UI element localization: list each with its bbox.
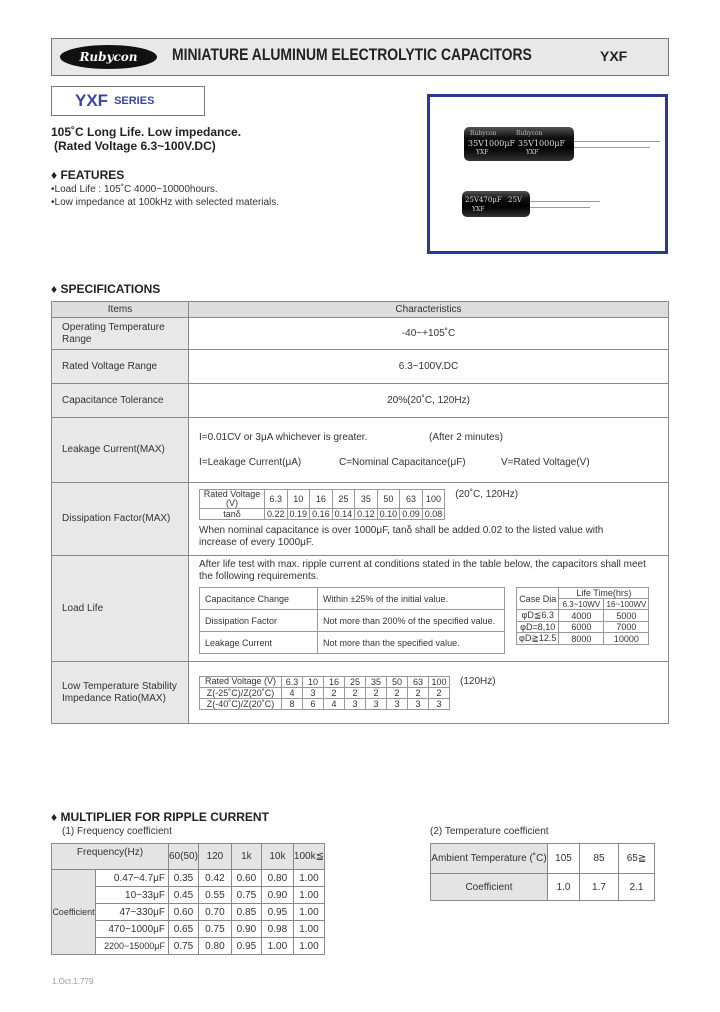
temperature-coef-title: (2) Temperature coefficient bbox=[430, 826, 549, 837]
specifications-title: ♦ SPECIFICATIONS bbox=[51, 282, 161, 296]
dissipation-note: When nominal capacitance is over 1000μF, tanδ shall be added 0.02 to the listed value with increase of every 1000μF. bbox=[199, 525, 604, 548]
ratio-cell: 4 bbox=[324, 698, 345, 709]
life-cell: 5000 bbox=[604, 610, 649, 622]
feature-item: •Low impedance at 100kHz with selected materials. bbox=[51, 197, 280, 208]
cap-range: 47~330μF bbox=[96, 904, 169, 921]
lead-wire bbox=[530, 201, 600, 202]
ripple-title: ♦ MULTIPLIER FOR RIPPLE CURRENT bbox=[51, 810, 269, 824]
row-label: Load Life bbox=[52, 556, 189, 662]
coef-cell: 0.95 bbox=[261, 904, 293, 921]
impedance-ratio-label: Z(-40˚C)/Z(20˚C) bbox=[200, 698, 282, 709]
voltage-cell: 10 bbox=[303, 676, 324, 687]
ratio-cell: 8 bbox=[282, 698, 303, 709]
freq-cell: 1k bbox=[231, 844, 261, 870]
voltage-cell: 6.3 bbox=[265, 490, 288, 509]
legend-v: V=Rated Voltage(V) bbox=[501, 457, 590, 468]
temperature-coefficient-table bbox=[430, 843, 655, 901]
capacitor-large: Rubycon Rubycon 35V1000μF 35V1000μF YXF YXF bbox=[464, 127, 574, 161]
req-value: Not more than 200% of the specified value. bbox=[318, 610, 505, 632]
voltage-cell: 10 bbox=[287, 490, 310, 509]
feature-item: •Load Life : 105˚C 4000~10000hours. bbox=[51, 184, 218, 195]
cap-range: 10~33μF bbox=[96, 887, 169, 904]
series-name: YXF bbox=[75, 91, 109, 110]
temp-coef-cell: 1.0 bbox=[548, 874, 580, 901]
cap-marking: 25V470μF bbox=[465, 196, 502, 204]
dia-cell: φD≧12.5 bbox=[517, 633, 559, 645]
dissipation-condition: (20˚C, 120Hz) bbox=[455, 489, 519, 500]
cap-tolerance-value: 20%(20˚C, 120Hz) bbox=[189, 384, 669, 418]
headline bbox=[51, 125, 241, 153]
life-cell: 10000 bbox=[604, 633, 649, 645]
coef-cell: 0.45 bbox=[169, 887, 199, 904]
coef-cell: 1.00 bbox=[293, 921, 324, 938]
rv-low-header: 6.3~10WV bbox=[559, 599, 604, 610]
low-temp-condition: (120Hz) bbox=[460, 675, 496, 687]
freq-cell: 10k bbox=[261, 844, 293, 870]
capacitor-small bbox=[462, 191, 530, 217]
series-label: SERIES bbox=[114, 95, 155, 107]
tan-cell: 0.19 bbox=[287, 509, 310, 520]
req-item: Capacitance Change bbox=[200, 588, 318, 610]
series-box bbox=[51, 86, 205, 116]
temp-cell: 85 bbox=[580, 844, 619, 874]
row-label: Operating Temperature Range bbox=[52, 318, 189, 350]
series-code: YXF bbox=[600, 48, 628, 64]
voltage-cell: 16 bbox=[324, 676, 345, 687]
ratio-cell: 2 bbox=[408, 687, 429, 698]
low-temp-cell bbox=[189, 662, 669, 724]
coef-cell: 0.60 bbox=[231, 870, 261, 887]
temp-cell: 105 bbox=[548, 844, 580, 874]
life-cell: 8000 bbox=[559, 633, 604, 645]
life-cell: 4000 bbox=[559, 610, 604, 622]
temp-cell: 65≧ bbox=[619, 844, 655, 874]
coef-cell: 0.55 bbox=[198, 887, 231, 904]
coef-cell: 0.35 bbox=[169, 870, 199, 887]
dia-cell: φD=8,10 bbox=[517, 622, 559, 633]
cap-marking: YXF bbox=[472, 206, 485, 213]
coef-cell: 1.00 bbox=[293, 887, 324, 904]
rated-voltage-label: Rated Voltage (V) bbox=[200, 490, 265, 509]
voltage-cell: 25 bbox=[332, 490, 355, 509]
cap-marking: YXF bbox=[476, 149, 489, 156]
frequency-coefficient-table bbox=[51, 843, 325, 955]
rated-voltage-label: Rated Voltage (V) bbox=[200, 676, 282, 687]
voltage-cell: 16 bbox=[310, 490, 333, 509]
life-cell: 6000 bbox=[559, 622, 604, 633]
row-label: Leakage Current(MAX) bbox=[52, 418, 189, 483]
cap-range: 0.47~4.7μF bbox=[96, 870, 169, 887]
cap-marking: 35V1000μF bbox=[468, 139, 516, 148]
voltage-cell: 35 bbox=[366, 676, 387, 687]
ratio-cell: 3 bbox=[303, 687, 324, 698]
lead-wire bbox=[530, 207, 590, 208]
req-value: Within ±25% of the initial value. bbox=[318, 588, 505, 610]
coef-cell: 0.80 bbox=[261, 870, 293, 887]
coef-cell: 0.80 bbox=[198, 938, 231, 955]
frequency-header: Frequency(Hz) bbox=[52, 844, 169, 870]
tan-cell: 0.14 bbox=[332, 509, 355, 520]
frequency-coef-title: (1) Frequency coefficient bbox=[62, 826, 172, 837]
req-item: Dissipation Factor bbox=[200, 610, 318, 632]
ratio-cell: 2 bbox=[366, 687, 387, 698]
coef-cell: 1.00 bbox=[293, 938, 324, 955]
life-time-table bbox=[516, 587, 649, 645]
ratio-cell: 3 bbox=[366, 698, 387, 709]
logo-text: Rubycon bbox=[79, 50, 138, 64]
ambient-temp-header: Ambient Temperature (˚C) bbox=[431, 844, 548, 874]
coef-cell: 1.00 bbox=[261, 938, 293, 955]
life-cell: 7000 bbox=[604, 622, 649, 633]
product-photo bbox=[427, 94, 668, 254]
col-items-header: Items bbox=[52, 302, 189, 318]
coef-cell: 1.00 bbox=[293, 904, 324, 921]
voltage-cell: 100 bbox=[429, 676, 450, 687]
tan-cell: 0.09 bbox=[400, 509, 423, 520]
tan-label: tanδ bbox=[200, 509, 265, 520]
load-life-intro: After life test with max. ripple current at conditions stated in the table below, the capacitors shall meet the following requirements. bbox=[199, 559, 646, 582]
coef-cell: 0.75 bbox=[169, 938, 199, 955]
row-label: Dissipation Factor(MAX) bbox=[52, 483, 189, 556]
footer-code: 1.Oct.1.779 bbox=[52, 977, 94, 986]
tan-cell: 0.08 bbox=[422, 509, 445, 520]
tan-cell: 0.22 bbox=[265, 509, 288, 520]
freq-cell: 100k≦ bbox=[293, 844, 324, 870]
impedance-ratio-label: Z(-25˚C)/Z(20˚C) bbox=[200, 687, 282, 698]
cap-range: 2200~15000μF bbox=[96, 938, 169, 955]
rubycon-logo bbox=[60, 45, 157, 69]
coef-cell: 0.75 bbox=[231, 887, 261, 904]
leakage-cell bbox=[189, 418, 669, 483]
voltage-cell: 63 bbox=[408, 676, 429, 687]
dissipation-table bbox=[199, 489, 445, 520]
col-characteristics-header: Characteristics bbox=[189, 302, 669, 318]
coef-cell: 0.90 bbox=[231, 921, 261, 938]
row-label: Low Temperature Stability Impedance Ratio(MAX) bbox=[52, 662, 189, 724]
dissipation-cell bbox=[189, 483, 669, 556]
voltage-cell: 6.3 bbox=[282, 676, 303, 687]
coef-cell: 0.98 bbox=[261, 921, 293, 938]
coef-cell: 0.65 bbox=[169, 921, 199, 938]
headline-line1: 105˚C Long Life. Low impedance. bbox=[51, 125, 242, 139]
cap-range: 470~1000μF bbox=[96, 921, 169, 938]
req-item: Leakage Current bbox=[200, 632, 318, 654]
freq-cell: 60(50) bbox=[169, 844, 199, 870]
tan-cell: 0.16 bbox=[310, 509, 333, 520]
ratio-cell: 2 bbox=[345, 687, 366, 698]
temp-coef-cell: 2.1 bbox=[619, 874, 655, 901]
lead-wire bbox=[570, 147, 650, 148]
cap-marking: 35V1000μF bbox=[518, 139, 566, 148]
temp-coefficient-label: Coefficient bbox=[431, 874, 548, 901]
cap-marking: 25V bbox=[508, 196, 522, 204]
leakage-formula: I=0.01CV or 3μA whichever is greater. bbox=[199, 432, 368, 443]
leakage-after: (After 2 minutes) bbox=[429, 432, 503, 443]
lead-wire bbox=[570, 141, 660, 142]
coef-cell: 0.60 bbox=[169, 904, 199, 921]
ratio-cell: 2 bbox=[324, 687, 345, 698]
row-label: Capacitance Tolerance bbox=[52, 384, 189, 418]
coef-cell: 0.85 bbox=[231, 904, 261, 921]
coef-cell: 0.70 bbox=[198, 904, 231, 921]
freq-cell: 120 bbox=[198, 844, 231, 870]
ratio-cell: 3 bbox=[429, 698, 450, 709]
voltage-cell: 63 bbox=[400, 490, 423, 509]
ratio-cell: 2 bbox=[429, 687, 450, 698]
ratio-cell: 3 bbox=[345, 698, 366, 709]
voltage-cell: 25 bbox=[345, 676, 366, 687]
tan-cell: 0.10 bbox=[377, 509, 400, 520]
voltage-cell: 50 bbox=[387, 676, 408, 687]
op-temp-value: -40~+105˚C bbox=[189, 318, 669, 350]
coefficient-label: Coefficient bbox=[52, 870, 96, 955]
ratio-cell: 3 bbox=[408, 698, 429, 709]
page-title: MINIATURE ALUMINUM ELECTROLYTIC CAPACITORS bbox=[172, 45, 532, 64]
ratio-cell: 4 bbox=[282, 687, 303, 698]
life-time-header: Life Time(hrs) bbox=[559, 588, 649, 599]
voltage-cell: 50 bbox=[377, 490, 400, 509]
load-life-cell bbox=[189, 556, 669, 662]
temp-coef-cell: 1.7 bbox=[580, 874, 619, 901]
dia-cell: φD≦6.3 bbox=[517, 610, 559, 622]
coef-cell: 0.42 bbox=[198, 870, 231, 887]
coef-cell: 0.90 bbox=[261, 887, 293, 904]
ratio-cell: 2 bbox=[387, 687, 408, 698]
headline-line2: (Rated Voltage 6.3~100V.DC) bbox=[54, 139, 216, 153]
low-temp-table bbox=[199, 676, 450, 710]
ratio-cell: 3 bbox=[387, 698, 408, 709]
ratio-cell: 6 bbox=[303, 698, 324, 709]
voltage-cell: 100 bbox=[422, 490, 445, 509]
legend-c: C=Nominal Capacitance(μF) bbox=[339, 457, 466, 468]
voltage-cell: 35 bbox=[355, 490, 378, 509]
features-title: ♦ FEATURES bbox=[51, 168, 125, 182]
req-value: Not more than the specified value. bbox=[318, 632, 505, 654]
row-label: Rated Voltage Range bbox=[52, 350, 189, 384]
tan-cell: 0.12 bbox=[355, 509, 378, 520]
rv-high-header: 16~100WV bbox=[604, 599, 649, 610]
coef-cell: 0.95 bbox=[231, 938, 261, 955]
case-dia-header: Case Dia bbox=[517, 588, 559, 610]
coef-cell: 1.00 bbox=[293, 870, 324, 887]
coef-cell: 0.75 bbox=[198, 921, 231, 938]
load-life-requirements bbox=[199, 587, 505, 654]
specifications-table bbox=[51, 301, 669, 724]
rated-voltage-value: 6.3~100V.DC bbox=[189, 350, 669, 384]
features-list bbox=[51, 183, 279, 209]
legend-i: I=Leakage Current(μA) bbox=[199, 457, 302, 468]
cap-marking: YXF bbox=[526, 149, 539, 156]
